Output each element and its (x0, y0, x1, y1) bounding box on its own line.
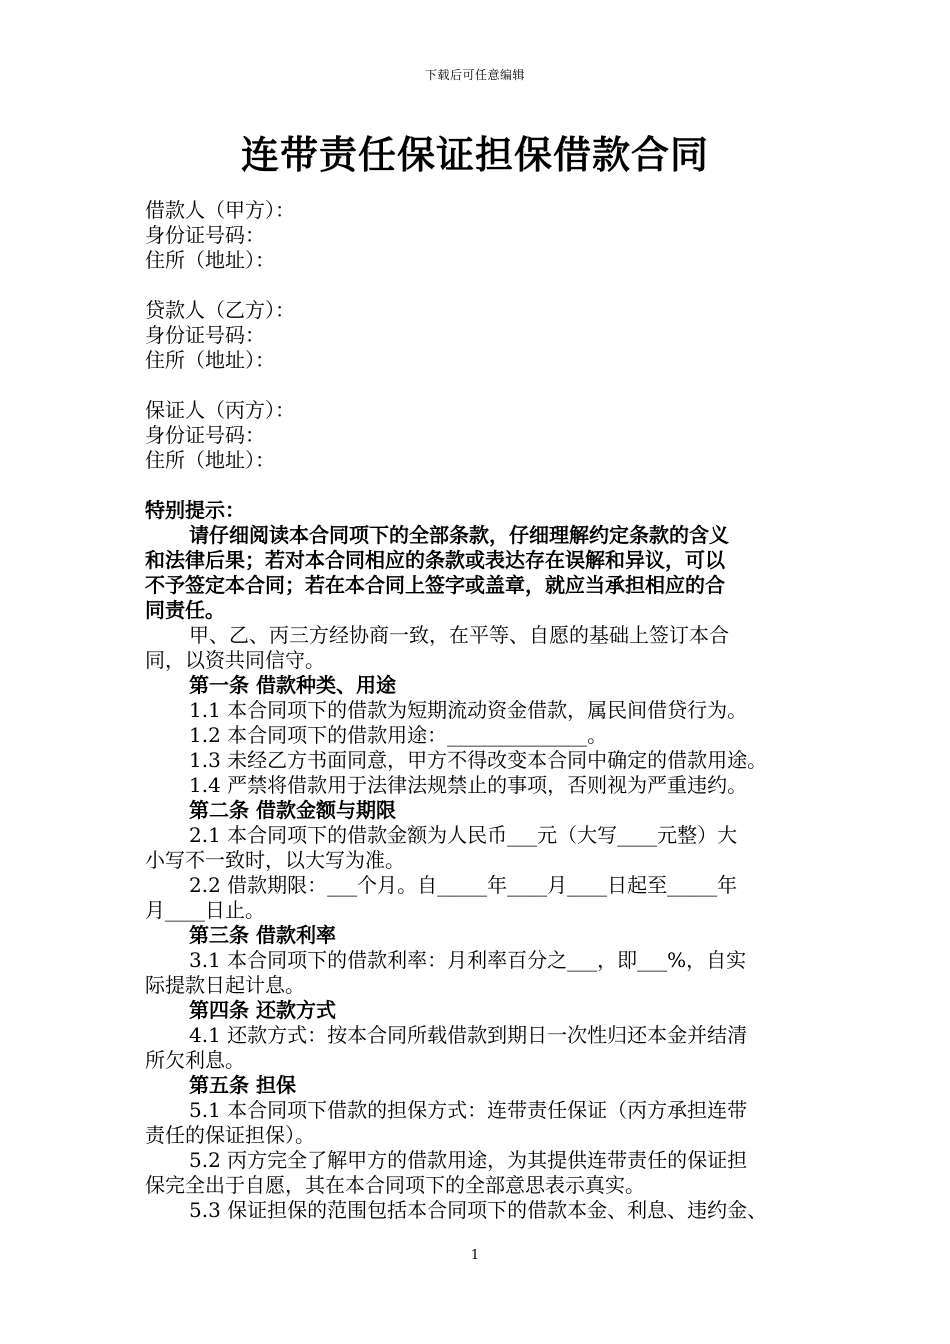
clause-line: 5.1 本合同项下借款的担保方式：连带责任保证（丙方承担连带 (189, 1098, 748, 1122)
document-title: 连带责任保证担保借款合同 (240, 133, 709, 177)
notice-line: 不予签定本合同；若在本合同上签字或盖章，就应当承担相应的合 (145, 573, 725, 597)
party-address: 住所（地址）： (145, 348, 275, 372)
party-borrower (145, 198, 810, 273)
party-role: 贷款人（乙方）： (145, 298, 295, 322)
party-lender (145, 298, 810, 373)
intro-paragraph (145, 623, 810, 673)
clause-line: 5.2 丙方完全了解甲方的借款用途，为其提供连带责任的保证担 (189, 1148, 748, 1172)
party-id-number: 身份证号码： (145, 323, 265, 347)
party-id-number: 身份证号码： (145, 223, 265, 247)
clause-line: 1.3 未经乙方书面同意，甲方不得改变本合同中确定的借款用途。 (189, 748, 768, 772)
clause-line: 际提款日起计息。 (145, 973, 305, 997)
article-2 (145, 798, 810, 923)
clause-line: 1.2 本合同项下的借款用途：______________。 (189, 723, 608, 747)
party-id-number: 身份证号码： (145, 423, 265, 447)
page-header: 下载后可任意编辑 (424, 68, 525, 82)
article-3 (145, 923, 810, 998)
intro-line: 同，以资共同信守。 (145, 648, 325, 672)
article-5 (145, 1073, 810, 1223)
special-notice (145, 498, 810, 623)
article-heading: 第四条 还款方式 (189, 998, 336, 1022)
clause-line: 责任的保证担保）。 (145, 1123, 315, 1147)
notice-line: 和法律后果；若对本合同相应的条款或表达存在误解和异议，可以 (145, 548, 725, 572)
clause-line: 小写不一致时，以大写为准。 (145, 848, 405, 872)
clause-line: 4.1 还款方式：按本合同所载借款到期日一次性归还本金并结清 (189, 1023, 748, 1047)
party-address: 住所（地址）： (145, 448, 275, 472)
article-heading: 第一条 借款种类、用途 (189, 673, 396, 697)
party-guarantor (145, 398, 810, 473)
notice-line: 同责任。 (145, 598, 225, 622)
page-number: 1 (470, 1248, 480, 1263)
article-heading: 第五条 担保 (189, 1073, 296, 1097)
clause-line: 所欠利息。 (145, 1048, 245, 1072)
clause-line: 1.4 严禁将借款用于法律法规禁止的事项，否则视为严重违约。 (189, 773, 748, 797)
clause-line: 2.1 本合同项下的借款金额为人民币___元（大写____元整）大 (189, 823, 738, 847)
clause-line: 2.2 借款期限：___个月。自_____年____月____日起至_____年 (189, 873, 738, 897)
notice-line: 请仔细阅读本合同项下的全部条款，仔细理解约定条款的含义 (189, 523, 729, 547)
article-heading: 第三条 借款利率 (189, 923, 336, 947)
party-role: 借款人（甲方）： (145, 198, 295, 222)
article-1 (145, 673, 810, 798)
document-body (145, 198, 810, 1223)
notice-heading: 特别提示： (145, 498, 245, 522)
clause-line: 3.1 本合同项下的借款利率：月利率百分之___，即___%，自实 (189, 948, 747, 972)
clause-line: 保完全出于自愿，其在本合同项下的全部意思表示真实。 (145, 1173, 645, 1197)
intro-line: 甲、乙、丙三方经协商一致，在平等、自愿的基础上签订本合 (189, 623, 729, 647)
clause-line: 5.3 保证担保的范围包括本合同项下的借款本金、利息、违约金、 (189, 1198, 768, 1222)
clause-line: 1.1 本合同项下的借款为短期流动资金借款，属民间借贷行为。 (189, 698, 748, 722)
party-address: 住所（地址）： (145, 248, 275, 272)
article-heading: 第二条 借款金额与期限 (189, 798, 396, 822)
clause-line: 月____日止。 (145, 898, 265, 922)
party-role: 保证人（丙方）： (145, 398, 295, 422)
article-4 (145, 998, 810, 1073)
